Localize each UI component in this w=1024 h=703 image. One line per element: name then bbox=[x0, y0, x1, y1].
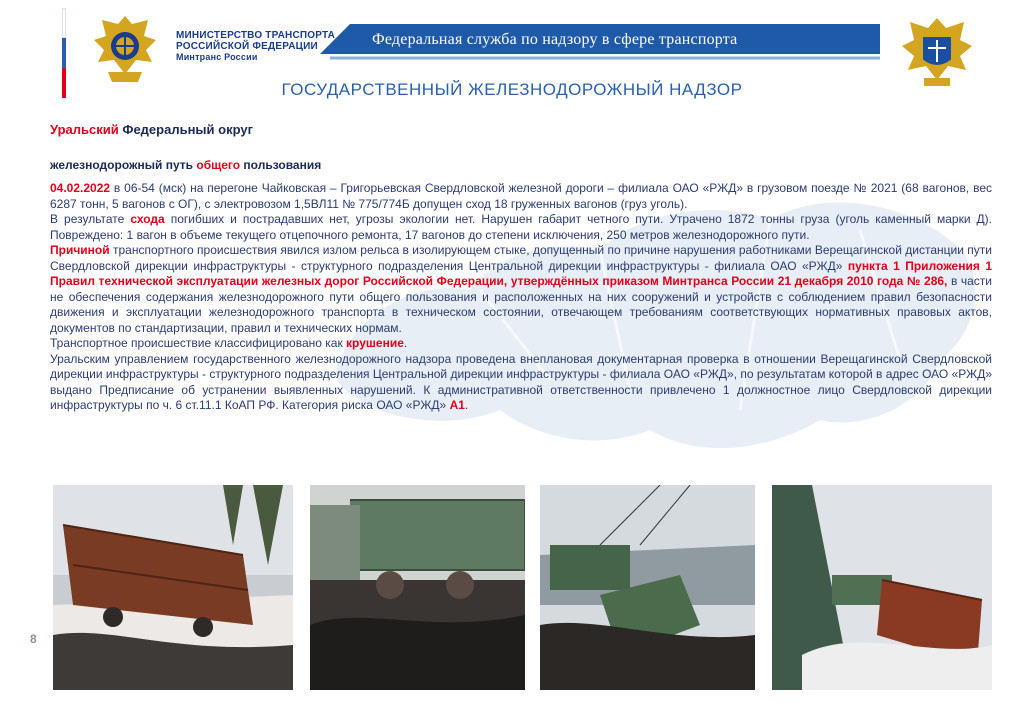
consequences-pre: В результате bbox=[50, 212, 131, 226]
track-type-heading bbox=[50, 158, 321, 172]
cause-post: в части не обеспечения содержания железнодорожного пути общего пользования и расположенных на них сооружений и устройств с соблюдением правил безопасности движения и эксплуатации железнодорожного транспорта в техническом состоянии, отвечающем требованиям соответствующих нормативных правовых актов, документов по стандартизации, правил и технических нормам. bbox=[50, 274, 993, 335]
page-number: 8 bbox=[30, 632, 37, 646]
ministry-title bbox=[176, 30, 335, 63]
ministry-line-2: РОССИЙСКОЙ ФЕДЕРАЦИИ bbox=[176, 41, 318, 52]
cause-pre: транспортного происшествия явился излом рельса в изолирующем стыке, допущенный по причине нарушения работниками Верещагинской дистанции пути Свердловской дирекции инфраструктуры - структурного подразделения Центральной дирекции инфраструктуры - филиала ОАО «РЖД» bbox=[50, 243, 992, 273]
accident-photo-2 bbox=[310, 485, 525, 690]
track-red: общего bbox=[196, 158, 241, 172]
paragraph-inspection bbox=[50, 352, 992, 414]
ministry-short: Минтранс России bbox=[176, 52, 258, 62]
ministry-emblem-icon bbox=[88, 10, 162, 86]
inspection-text: Уральским управлением государственного железнодорожного надзора проведена внеплановая документарная проверка в отношении Верещагинской Свердловской дирекции инфраструктуры - структурного подразделения Центральной дирекции инфраструктуры - филиала ОАО «РЖД», по результатам которой в адрес ОАО «РЖД» выдано Предписание об устранении выявленных нарушений. К административной ответственности привлечено 1 должностное лицо Свердловской дирекции инфраструктуры по ч. 6 ст.11.1 КоАП РФ. Категория риска ОАО «РЖД» bbox=[50, 351, 992, 412]
cause-regulation: пункта 1 Приложения 1 Правил технической эксплуатации железных дорог Российской Федерации, утверждённых приказом Минтранса России 21 декабря 2010 года № 286, bbox=[50, 258, 992, 288]
consequences-post: погибших и пострадавших нет, угрозы экологии нет. Нарушен габарит четного пути. Утрачено 1872 тонны груза (уголь каменный марки Д). Повреждено: 1 вагон в объеме текущего отцепочного ремонта, 17 вагонов до степени исключения, 250 метров железнодорожного пути. bbox=[50, 212, 993, 242]
service-banner-text: Федеральная служба по надзору в сфере транспорта bbox=[372, 31, 738, 48]
district-rest: Федеральный округ bbox=[118, 122, 253, 137]
classification-pre: Транспортное происшествие классифицировано как bbox=[50, 336, 347, 350]
incident-text: в 06-54 (мск) на перегоне Чайковская – Григорьевская Свердловской железной дороги – филиала ОАО «РЖД» в грузовом поезде № 2021 (68 вагонов, вес 6287 тонн, 5 вагонов с ОГ), с электровозом 1,5ВЛ11 № 775/774Б допущен сход 18 груженных вагонов (груз уголь). bbox=[50, 181, 992, 211]
track-post: пользования bbox=[240, 158, 322, 172]
paragraph-cause bbox=[50, 243, 992, 336]
accident-photo-1 bbox=[53, 485, 293, 690]
district-name: Уральский bbox=[50, 122, 119, 137]
federal-district-heading bbox=[50, 122, 253, 137]
incident-description bbox=[50, 181, 992, 414]
cause-red: Причиной bbox=[50, 243, 110, 257]
paragraph-consequences bbox=[50, 212, 992, 243]
ministry-line-1: МИНИСТЕРСТВО ТРАНСПОРТА bbox=[176, 30, 336, 41]
classification-post: . bbox=[403, 336, 408, 350]
consequences-red: схода bbox=[130, 212, 165, 226]
accident-photo-3 bbox=[540, 485, 755, 690]
accident-photo-4 bbox=[772, 485, 992, 690]
page-title: ГОСУДАРСТВЕННЫЙ ЖЕЛЕЗНОДОРОЖНЫЙ НАДЗОР bbox=[281, 80, 743, 99]
risk-category: А1 bbox=[449, 398, 465, 412]
incident-date: 04.02.2022 bbox=[50, 181, 111, 195]
inspection-post: . bbox=[464, 398, 469, 412]
classification-red: крушение bbox=[346, 336, 404, 350]
paragraph-incident bbox=[50, 181, 992, 212]
paragraph-classification bbox=[50, 336, 992, 352]
track-pre: железнодорожный путь bbox=[50, 158, 197, 172]
